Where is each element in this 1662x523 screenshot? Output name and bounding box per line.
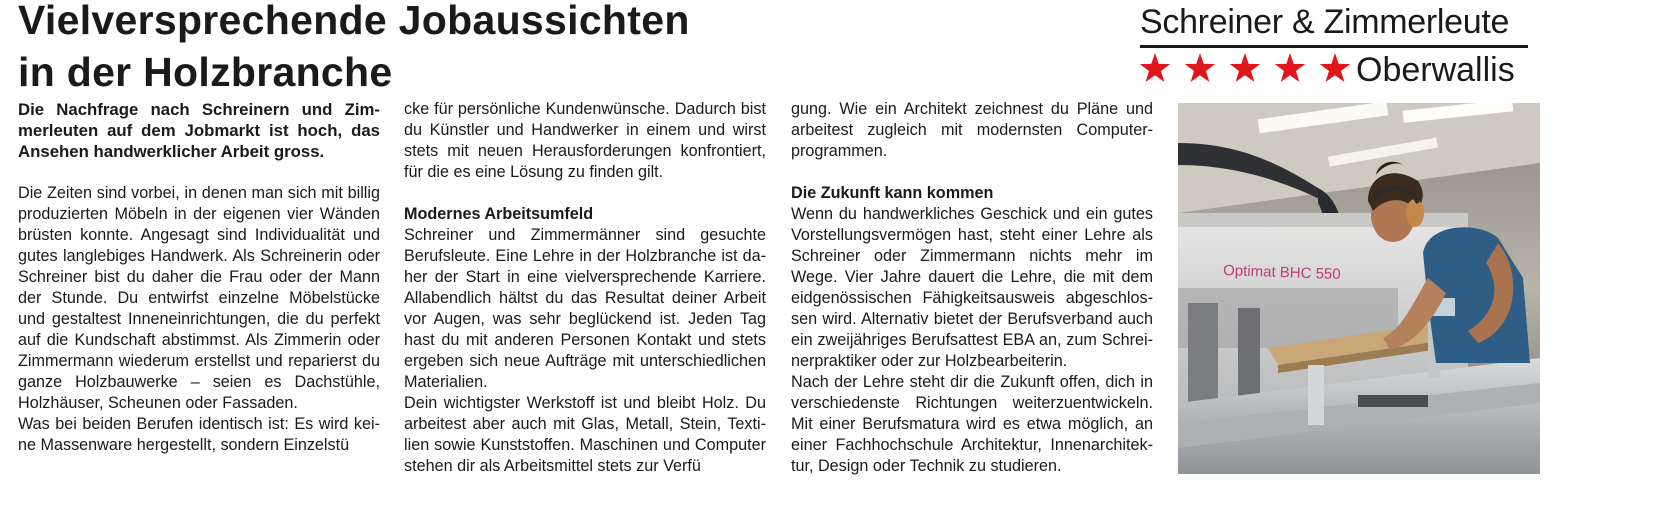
logo-divider [1140,45,1528,48]
article-paragraph-continued: cke für persönliche Kundenwünsche. Dadurch bist du Künstler und Handwerker in einem und wirst stets mit neuen Herausforderungen konfrontiert, für die es eine Lösung zu finden gilt. [404,100,766,181]
headline-line-2: in der Holzbranche [18,49,393,95]
section-heading: Modernes Arbeitsumfeld [404,205,594,223]
section-heading: Die Zukunft kann kommen [791,184,994,202]
article-column-3 [791,99,1153,523]
headline-line-1: Vielversprechende Jobaussichten [18,0,690,43]
star-icon [1140,53,1170,82]
headline [18,0,1118,98]
article-paragraph: Wenn du handwerkliches Geschick und ein gutes Vorstellungsvermögen hast, steht einer Lehre als Schreiner oder Zimmermann nichts mehr im Wege. Vier Jahre dauert die Lehre, die mit dem eidgenössischen Fähigkeitsausweis abgeschlossen wird. Alternativ bietet der Berufsverband auch ein zweijähriges Berufsattest EBA an, zum Schreinerpraktiker oder zur Holzbearbeiterin. [791,205,1153,370]
article-paragraph: Schreiner und Zimmermänner sind gesuchte Berufsleute. Eine Lehre in der Holzbranche ist daher der Start in eine vielversprechende Karriere. Allabendlich hältst du das Resultat deiner Arbeit vor Augen, was sehr beglückend ist. Jeden Tag hast du mit anderen Personen Kontakt und stets ergeben sich neue Aufträge mit unterschiedlichen Materialien. [404,226,766,391]
star-icon [1275,53,1305,82]
logo-region: Oberwallis [1356,51,1515,89]
association-logo [1140,0,1640,92]
machine-label: Optimat BHC 550 [1222,262,1341,284]
article-paragraph: Dein wichtigster Werkstoff ist und bleibt Holz. Du arbeitest aber auch mit Glas, Metall, Stein, Textilien sowie Kunststoffen. Maschinen und Computer stehen dir als Arbeitsmittel stets zur Verfü [404,394,766,475]
article-paragraph: Nach der Lehre steht dir die Zukunft offen, dich in verschiedenste Richtungen weiterzuentwickeln. Mit einer Berufsmatura wird es etwa möglich, an einer Fachhochschule Architektur, Innenarchitektur, Design oder Technik zu studieren. [791,373,1153,475]
star-icon [1185,53,1215,82]
star-icon [1230,53,1260,82]
workshop-photo [1178,103,1540,474]
article-paragraph-continued: gung. Wie ein Architekt zeichnest du Pläne und arbeitest zugleich mit modernsten Computerprogrammen. [791,100,1153,160]
workshop-photo-illustration [1178,103,1540,474]
article-column-1 [18,99,380,523]
article-paragraph: Die Zeiten sind vorbei, in denen man sich mit billig produzierten Möbeln in der eigenen vier Wänden brüsten konnte. Angesagt sind Individualität und gutes langlebiges Handwerk. Als Schreinerin oder Schreiner bist du daher die Frau oder der Mann der Stunde. Du entwirfst einzelne Möbelstücke und gestaltest Inneneinrichtungen, die du perfekt auf die Kundschaft abstimmst. Als Zimmerin oder Zimmermann wiederum erstellst und reparierst du ganze Holzbauwerke – seien es Dachstühle, Holzhäuser, Scheunen oder Fassaden. [18,184,380,412]
logo-stars [1140,52,1350,88]
article-column-2 [404,99,766,523]
article-paragraph: Was bei beiden Berufen identisch ist: Es wird keine Massenware hergestellt, sondern Einzelstü [18,415,380,454]
logo-name: Schreiner & Zimmerleute [1140,3,1510,41]
star-icon [1320,53,1350,82]
article-lead: Die Nachfrage nach Schreinern und Zimmerleuten auf dem Jobmarkt ist hoch, das Ansehen handwerklicher Arbeit gross. [18,100,380,161]
